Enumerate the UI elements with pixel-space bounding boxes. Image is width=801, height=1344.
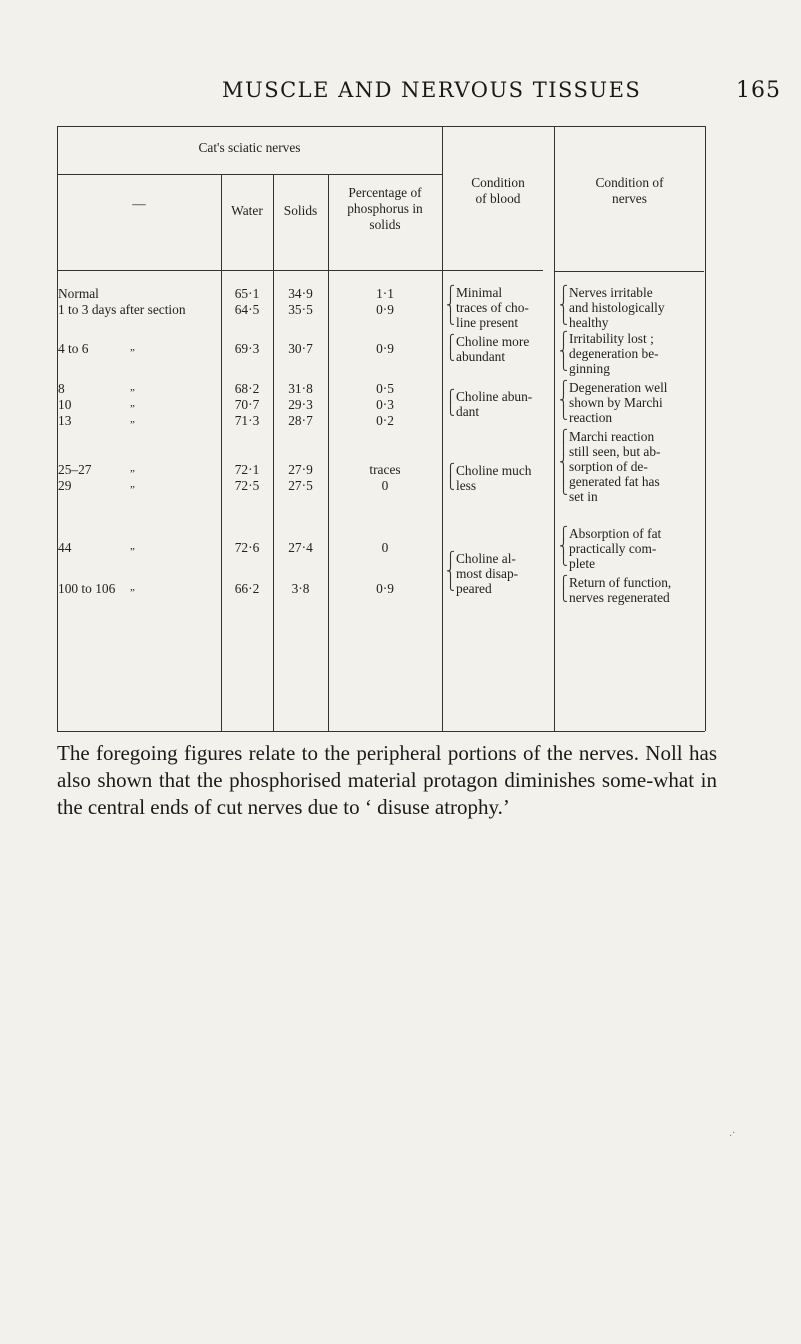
row-solids: 30·7 [288,341,313,356]
row-stage: 10 [58,397,72,412]
blood-note-line: Choline more [456,334,530,349]
ditto-mark: „ [130,341,135,353]
header-stage: — [132,196,146,211]
row-stage: 1 to 3 days after section [58,302,186,317]
row-stage: 4 to 6 [58,341,89,356]
header-nerves-2: nerves [612,191,647,206]
col-rule-6 [705,126,706,731]
row-solids: 27·4 [288,540,313,555]
ditto-mark: „ [130,478,135,490]
row-water: 70·7 [234,397,260,412]
nerve-note-line: still seen, but ab- [569,444,661,459]
row-solids: 3·8 [291,581,310,596]
blood-note-line: most disap- [456,566,519,581]
nerve-note-line: Absorption of fat [569,526,662,541]
row-water: 72·6 [234,540,260,555]
header-phosphorus-2: phosphorus in [347,201,423,216]
blood-note-line: abundant [456,349,506,364]
header-water: Water [231,203,263,218]
row-solids: 29·3 [288,397,313,412]
ditto-mark: „ [130,462,135,474]
data-table [57,126,707,731]
table-top-rule [57,126,705,127]
brace-mark: ⎧ ⎨ ⎩ [446,285,455,325]
brace-mark: ⎧ ⎩ [559,575,568,602]
brace-mark: ⎧ ⎨ ⎩ [559,380,568,420]
row-phosphorus: 0·2 [376,413,394,428]
header-blood-2: of blood [475,191,521,206]
row-stage: 44 [58,540,72,555]
nerve-note-line: Nerves irritable [569,285,653,300]
ditto-mark: „ [130,540,135,552]
row-stage: 13 [58,413,72,428]
nerve-note-line: degeneration be- [569,346,659,361]
blood-note-line: peared [456,581,492,596]
row-water: 66·2 [234,581,260,596]
row-phosphorus: 0 [381,478,389,493]
row-water: 68·2 [234,381,260,396]
header-bottom-rule [57,270,543,271]
row-solids: 28·7 [288,413,313,428]
row-phosphorus: 0·9 [376,302,394,317]
page-header [0,78,801,108]
row-phosphorus: 0·5 [376,381,394,396]
ditto-mark: „ [130,381,135,393]
col-rule-3 [328,174,329,731]
brace-mark: ⎧ ⎩ [446,463,455,490]
row-water: 72·5 [234,478,260,493]
row-water: 69·3 [234,341,260,356]
nerve-note-line: shown by Marchi [569,395,663,410]
col-rule-0 [57,126,58,731]
nerve-note-line: Degeneration well [569,380,668,395]
row-stage: 100 to 106 [58,581,116,596]
row-phosphorus: traces [369,462,401,477]
row-solids: 27·9 [288,462,313,477]
blood-note-line: line present [456,315,519,330]
row-solids: 31·8 [288,381,313,396]
header-phosphorus-3: solids [369,217,401,232]
brace-mark: ⎧ ⎪ ⎨ ⎪ ⎩ [559,429,568,495]
nerve-note-line: set in [569,489,598,504]
brace-mark: ⎧ ⎩ [446,389,455,416]
row-water: 65·1 [234,286,260,301]
header-nerves-1: Condition of [595,175,664,190]
col-rule-2 [273,174,274,731]
row-phosphorus: 0·3 [376,397,394,412]
nerve-note-line: plete [569,556,596,571]
row-solids: 27·5 [288,478,313,493]
row-phosphorus: 0·9 [376,581,394,596]
row-stage: 29 [58,478,72,493]
nerve-note-line: ginning [569,361,610,376]
group-header: Cat's sciatic nerves [198,140,301,155]
stray-print-mark: .· [729,1128,736,1139]
header-phosphorus-1: Percentage of [348,185,422,200]
brace-mark: ⎧ ⎨ ⎩ [559,526,568,566]
ditto-mark: „ [130,413,135,425]
row-water: 71·3 [234,413,260,428]
nerve-note-line: sorption of de- [569,459,648,474]
nerve-note-line: Marchi reaction [569,429,655,444]
nerve-note-line: nerves regenerated [569,590,670,605]
row-solids: 35·5 [288,302,313,317]
nerve-note-line: generated fat has [569,474,660,489]
nerve-note-line: Irritability lost ; [569,331,654,346]
col-rule-4 [442,126,443,731]
col-rule-5 [554,126,555,731]
blood-note-line: Minimal [456,285,503,300]
blood-note-line: less [456,478,477,493]
row-stage: 25–27 [58,462,92,477]
brace-mark: ⎧ ⎩ [446,334,455,361]
body-paragraph: The foregoing figures relate to the peripheral portions of the nerves. Noll has also shown that the phosphorised material protagon diminishes some-what in the central ends of cut nerves due to ‘ disuse atrophy.’ [57,741,717,819]
table-bottom-rule [57,731,705,732]
running-title: MUSCLE AND NERVOUS TISSUES [222,78,642,102]
row-stage: Normal [58,286,99,301]
header-blood-1: Condition [471,175,525,190]
blood-note-line: Choline abun- [456,389,533,404]
ditto-mark: „ [130,397,135,409]
nerve-note-line: reaction [569,410,613,425]
brace-mark: ⎧ ⎨ ⎩ [446,551,455,591]
nerve-note-line: practically com- [569,541,657,556]
brace-mark: ⎧ ⎨ ⎩ [559,331,568,371]
group-header-rule [57,174,442,175]
nerve-note-line: healthy [569,315,609,330]
blood-note-line: Choline much [456,463,532,478]
row-phosphorus: 1·1 [376,286,394,301]
row-phosphorus: 0 [381,540,389,555]
header-solids: Solids [283,203,318,218]
brace-mark: ⎧ ⎨ ⎩ [559,285,568,325]
col-rule-1 [221,174,222,731]
blood-note-line: dant [456,404,480,419]
row-water: 64·5 [234,302,260,317]
header-bottom-rule-right [554,271,704,272]
blood-note-line: traces of cho- [456,300,529,315]
row-water: 72·1 [234,462,260,477]
row-phosphorus: 0·9 [376,341,394,356]
page-number: 165 [736,78,781,103]
row-stage: 8 [58,381,65,396]
blood-note-line: Choline al- [456,551,516,566]
nerve-note-line: Return of function, [569,575,672,590]
ditto-mark: „ [130,581,135,593]
nerve-note-line: and histologically [569,300,665,315]
row-solids: 34·9 [288,286,313,301]
